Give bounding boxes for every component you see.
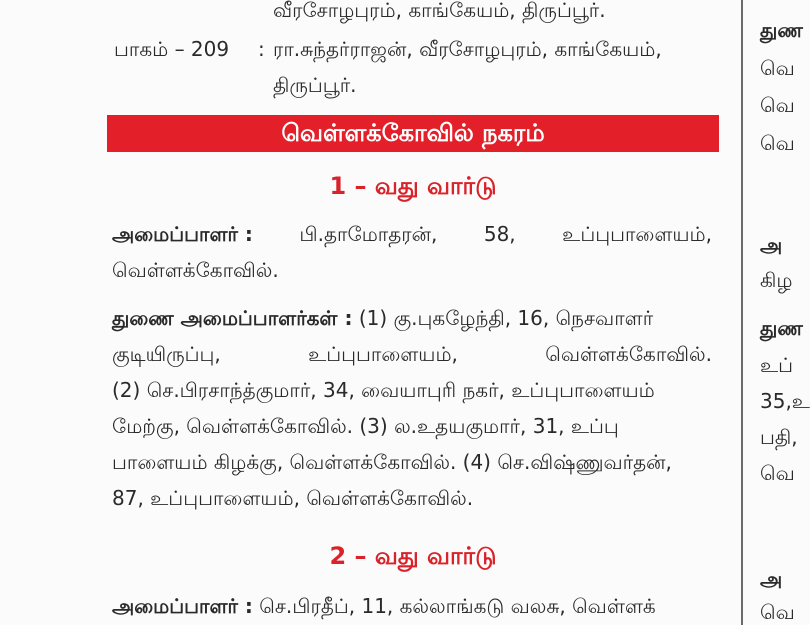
ward-2-heading: 2 – வது வார்டு xyxy=(329,542,497,570)
adjacent-line: அ xyxy=(760,233,783,257)
ward-1-deputy-line-4: மேற்கு, வெள்ளக்கோவில். (3) ல.உதயகுமார், 31, உப்பு xyxy=(112,414,619,438)
part-number: பாகம் – 209 xyxy=(114,37,230,61)
column-divider xyxy=(741,0,743,625)
adjacent-line: வெ xyxy=(760,600,795,624)
deputy-text: (1) கு.புகழேந்தி, 16, நெசவாளர் xyxy=(358,306,654,330)
organizer-label: அமைப்பாளர் : xyxy=(112,594,253,618)
ward-1-organizer-line xyxy=(112,222,712,246)
organizer-word: பி.தாமோதரன், xyxy=(299,222,438,246)
ward-1-organizer-cont: வெள்ளக்கோவில். xyxy=(112,258,279,282)
ward-2-organizer-line xyxy=(112,594,656,618)
adjacent-line: பதி, xyxy=(760,425,798,449)
address-line: வீரசோழபுரம், காங்கேயம், திருப்பூர். xyxy=(273,0,606,22)
part-value: ரா.சுந்தர்ராஜன், வீரசோழபுரம், காங்கேயம், xyxy=(273,37,662,61)
adjacent-line: 35,உ xyxy=(760,389,810,413)
organizer-label: அமைப்பாளர் : xyxy=(112,222,253,246)
adjacent-line: கிழ xyxy=(760,268,793,292)
adjacent-line: வெ xyxy=(760,93,795,117)
ward-1-deputy-line-5: பாளையம் கிழக்கு, வெள்ளக்கோவில். (4) செ.விஷ்ணுவர்தன், xyxy=(112,450,672,474)
part-value-cont: திருப்பூர். xyxy=(273,73,357,97)
adjacent-line: துண xyxy=(760,316,803,340)
adjacent-line: வெ xyxy=(760,56,795,80)
adjacent-line: அ xyxy=(760,567,783,591)
ward-1-deputy-line-3: (2) செ.பிரசாந்த்குமார், 34, வையாபுரி நகர், உப்புபாளையம் xyxy=(112,378,655,402)
deputy-word: உப்புபாளையம், xyxy=(308,342,458,366)
deputy-label: துணை அமைப்பாளர்கள் : xyxy=(112,306,353,330)
organizer-word: உப்புபாளையம், xyxy=(562,222,712,246)
ward-1-heading: 1 – வது வார்டு xyxy=(329,172,497,200)
ward-1-deputy-line-2 xyxy=(112,342,712,366)
section-banner: வெள்ளக்கோவில் நகரம் xyxy=(107,115,719,152)
adjacent-line: உப் xyxy=(760,353,794,377)
part-label xyxy=(114,37,229,61)
deputy-word: வெள்ளக்கோவில். xyxy=(545,342,712,366)
organizer-word: 58, xyxy=(483,222,516,246)
adjacent-line: துண xyxy=(760,18,803,42)
adjacent-column xyxy=(752,0,810,625)
ward-1-deputy-line-6: 87, உப்புபாளையம், வெள்ளக்கோவில். xyxy=(112,486,474,510)
adjacent-line: வெ xyxy=(760,461,795,485)
part-colon: : xyxy=(258,37,265,61)
deputy-word: குடியிருப்பு, xyxy=(112,342,221,366)
organizer-value: செ.பிரதீப், 11, கல்லாங்கடு வலசு, வெள்ளக் xyxy=(259,594,656,618)
adjacent-line: வெ xyxy=(760,131,795,155)
ward-1-deputy-line-1 xyxy=(112,306,653,330)
